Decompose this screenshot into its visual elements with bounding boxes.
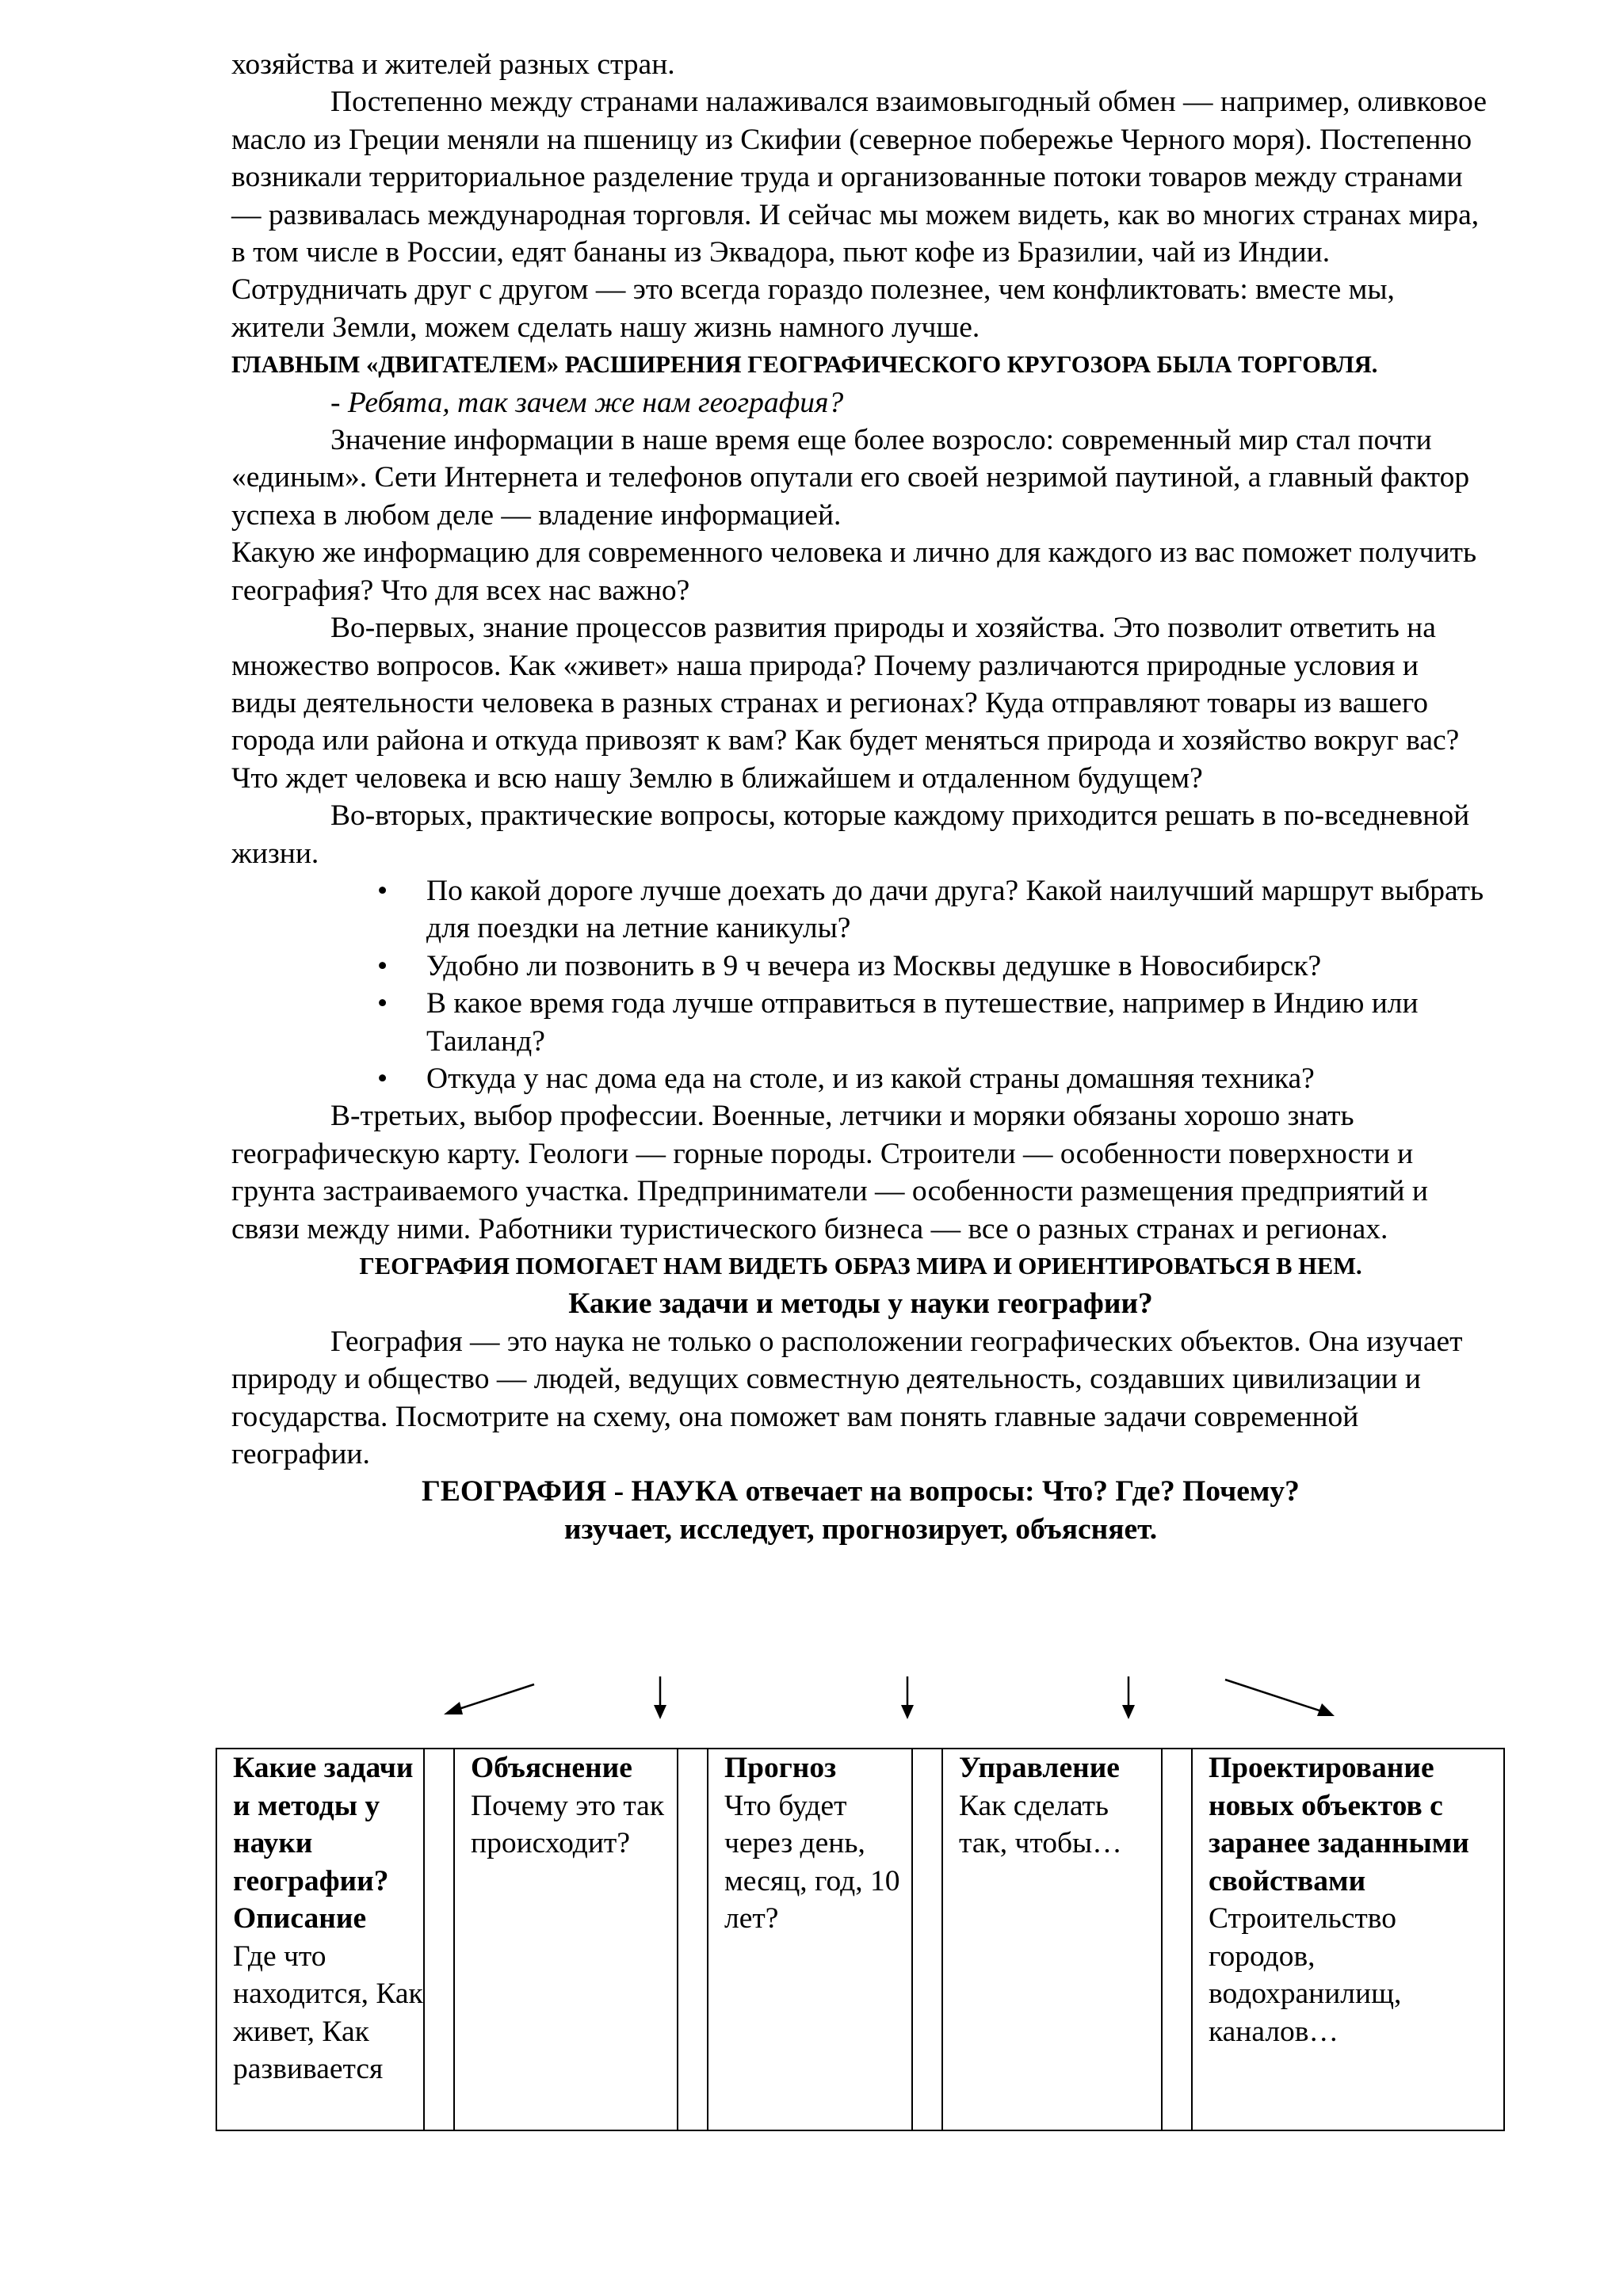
arrow-down [901, 1676, 914, 1719]
table-row [216, 1749, 1504, 2130]
heading-trade: ГЛАВНЫМ «ДВИГАТЕЛЕМ» РАСШИРЕНИЯ ГЕОГРАФИЧЕСКОГО КРУГОЗОРА БЫЛА ТОРГОВЛЯ. [231, 351, 1378, 379]
cell-title: Объяснение [471, 1752, 632, 1784]
heading-tasks-methods: Какие задачи и методы у науки географии? [568, 1287, 1153, 1321]
cell-text: Почему это так происходит? [471, 1789, 665, 1859]
paragraph-information: Значение информации в наше время еще более возросло: современный мир стал почти «единым». Сети Интернета и телефонов опутали его своей незримой паутиной, а главный фактор успеха в любом деле — владение информацией. [231, 424, 1470, 532]
scheme-subtitle: изучает, исследует, прогнозирует, объясняет. [563, 1512, 1158, 1546]
question-why-geography: - Ребята, так зачем же нам география? [330, 386, 844, 419]
paragraph-first: Во-первых, знание процессов развития природы и хозяйства. Это позволит ответить на множество вопросов. Как «живет» наша природа? Почему различаются природные условия и виды деятельности человека в разных странах и регионах? Куда отправляют товары из вашего города или района и откуда привозят к вам? Как будет меняться природа и хозяйство вокруг вас? Что ждет человека и всю нашу Землю в ближайшем и отдаленном будущем? [231, 612, 1460, 795]
paragraph-second: Во-вторых, практические вопросы, которые каждому приходится решать в по-вседневной жизни. [231, 799, 1470, 870]
cell-text: Что будет через день, месяц, год, 10 лет? [724, 1789, 900, 1935]
paragraph-trade-exchange: Постепенно между странами налаживался взаимовыгодный обмен — например, оливковое масло из Греции меняли на пшеницу из Скифии (северное побережье Черного моря). Постепенно возникали территориальное разделение труда и организованные потоки товаров между странами — развивалась международная торговля. И сейчас мы можем видеть, как во многих странах мира, в том числе в России, едят бананы из Эквадора, пьют кофе из Бразилии, чай из Индии. Сотрудничать друг с другом — это всегда гораздо полезнее, чем конфликтовать: вместе мы, жители Земли, можем сделать нашу жизнь намного лучше. [231, 86, 1487, 344]
heading-world-image: ГЕОГРАФИЯ ПОМОГАЕТ НАМ ВИДЕТЬ ОБРАЗ МИРА И ОРИЕНТИРОВАТЬСЯ В НЕМ. [359, 1253, 1362, 1280]
table-spacer [1162, 1749, 1192, 2130]
table-cell-explanation [454, 1749, 678, 2130]
geography-tasks-table [216, 1748, 1505, 2131]
table-cell-description [216, 1749, 424, 2130]
arrow-down [1122, 1676, 1135, 1719]
cell-title: Управление [959, 1752, 1120, 1784]
document-text [231, 46, 1490, 1548]
arrow-left [444, 1684, 534, 1714]
list-item: • Откуда у нас дома еда на столе, и из какой страны домашняя техника? [231, 1060, 1490, 1097]
list-item: • По какой дороге лучше доехать до дачи друга? Какой наилучший маршрут выбрать для поездки на летние каникулы? [231, 872, 1490, 948]
paragraph-continuation: хозяйства и жителей разных стран. [231, 48, 675, 81]
cell-title: Какие задачи и методы у науки географии? Описание [233, 1752, 414, 1935]
list-item: • В какое время года лучше отправиться в путешествие, например в Индию или Таиланд? [231, 985, 1490, 1060]
table-cell-management [942, 1749, 1162, 2130]
table-cell-design [1192, 1749, 1504, 2130]
cell-text: Строительство городов, водохранилищ, каналов… [1209, 1902, 1402, 2048]
paragraph-what-information: Какую же информацию для современного человека и лично для каждого из вас поможет получить география? Что для всех нас важно? [231, 536, 1477, 607]
table-spacer [912, 1749, 942, 2130]
table-spacer [678, 1749, 708, 2130]
arrow-down [654, 1676, 666, 1719]
cell-title: Прогноз [724, 1752, 837, 1784]
cell-text: Где что находится, Как живет, Как развивается [233, 1939, 423, 2085]
list-item: • Удобно ли позвонить в 9 ч вечера из Москвы дедушке в Новосибирск? [231, 948, 1490, 985]
cell-title: Проектирование новых объектов с заранее заданными свойствами [1209, 1752, 1469, 1897]
bullet-list [231, 872, 1490, 1097]
cell-text: Как сделать так, чтобы… [959, 1789, 1122, 1859]
table-cell-forecast [708, 1749, 912, 2130]
paragraph-geography-science: География — это наука не только о расположении географических объектов. Она изучает природу и общество — людей, ведущих совместную деятельность, создавших цивилизации и государства. Посмотрите на схему, она поможет вам понять главные задачи современной географии. [231, 1325, 1463, 1471]
scheme-title: ГЕОГРАФИЯ - НАУКА отвечает на вопросы: Что? Где? Почему? [422, 1475, 1300, 1508]
scheme-arrows [231, 1670, 1499, 1749]
arrow-right [1225, 1680, 1335, 1716]
table-spacer [424, 1749, 454, 2130]
paragraph-third: В-третьих, выбор профессии. Военные, летчики и моряки обязаны хорошо знать географическую карту. Геологи — горные породы. Строители — особенности поверхности и грунта застраиваемого участка. Предприниматели — особенности размещения предприятий и связи между ними. Работники туристического бизнеса — все о разных странах и регионах. [231, 1100, 1428, 1245]
